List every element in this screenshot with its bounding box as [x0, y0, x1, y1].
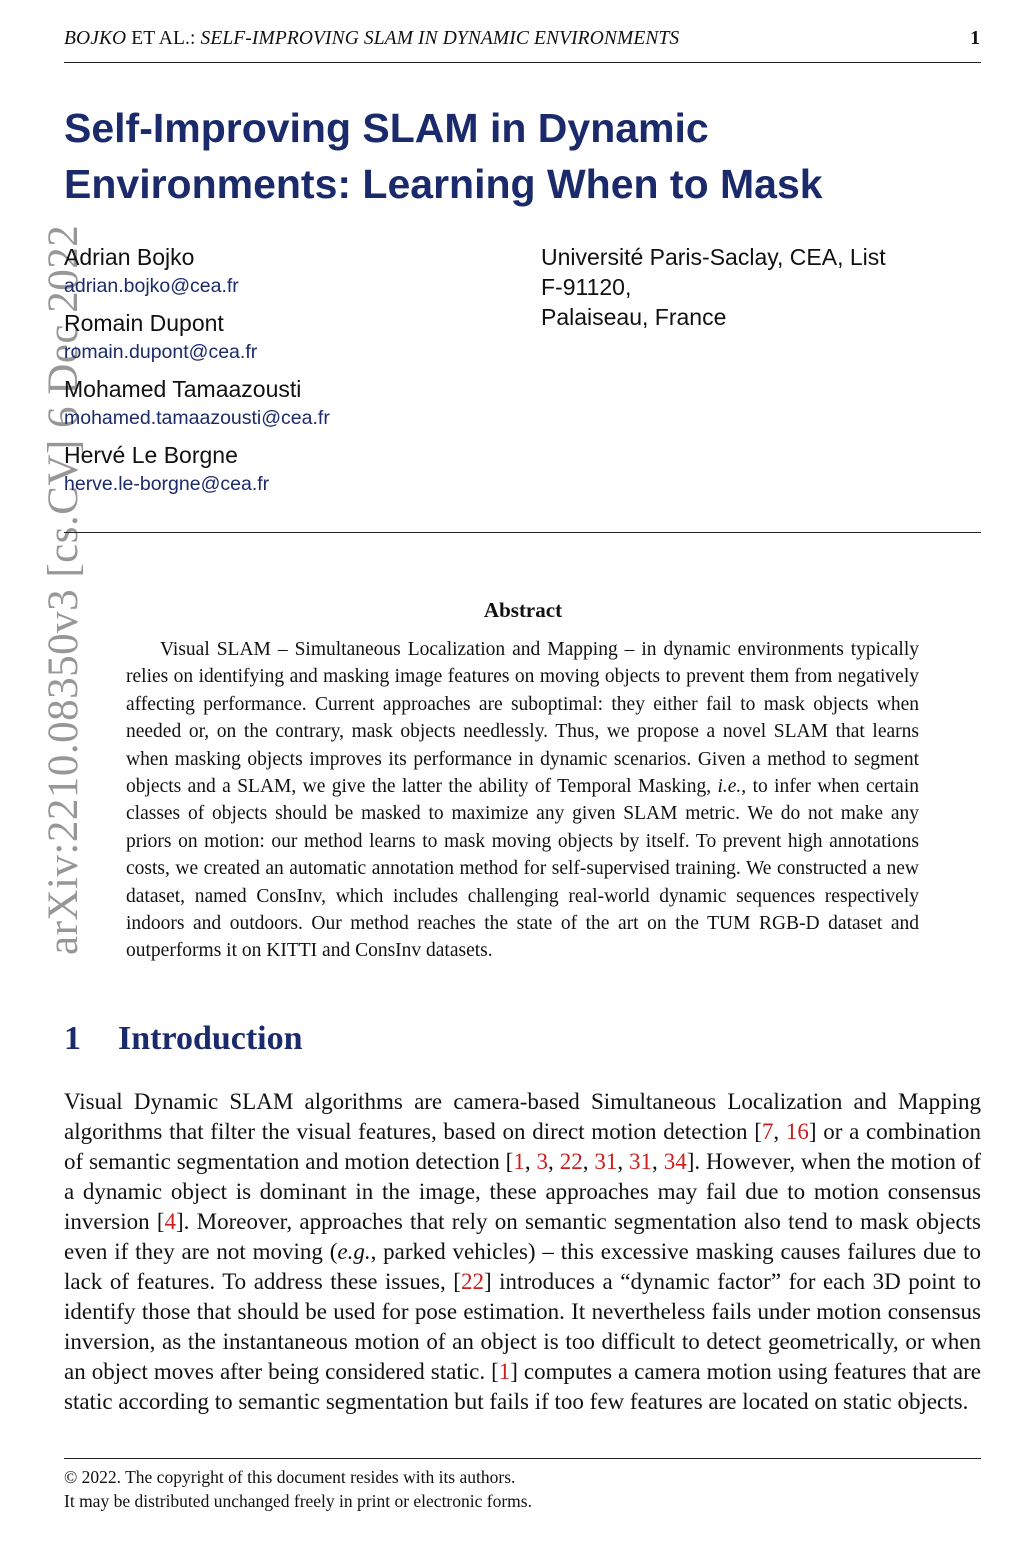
- author-email-link[interactable]: romain.dupont@cea.fr: [64, 341, 258, 363]
- intro-text: , parked vehicles) – this excessive masking causes failures due to lack of features. To address these issues, [: [64, 1239, 981, 1294]
- author-email-link[interactable]: herve.le-borgne@cea.fr: [64, 473, 270, 495]
- citation-link[interactable]: 4: [164, 1209, 176, 1234]
- intro-text: ] computes a camera motion using features that are static according to semantic segmentation but fails if too few features are located on static objects.: [64, 1359, 981, 1414]
- abstract-text: , to infer when certain classes of objects should be masked to maximize any given SLAM metric. We do not make any priors on motion: our method learns to mask moving objects by itself. To prevent high annotations costs, we created an automatic annotation method for self-supervised training. We constructed a new dataset, named ConsInv, which includes challenging real-world dynamic sequences respectively indoors and outdoors. Our method reaches the state of the art on the TUM RGB-D dataset and outperforms it on KITTI and ConsInv datasets.: [126, 776, 919, 962]
- abstract-text: Visual SLAM – Simultaneous Localization and Mapping – in dynamic environments typically relies on identifying and masking image features on moving objects to prevent them from negatively affecting performance. Current approaches are suboptimal: they either fail to mask objects when needed or, on the contrary, mask objects needlessly. Thus, we propose a novel SLAM that learns when masking objects improves its performance in dynamic scenarios. Given a method to segment objects and a SLAM, we give the latter the ability of Temporal Masking,: [126, 639, 919, 798]
- header-running-title: SELF-IMPROVING SLAM IN DYNAMIC ENVIRONMENTS: [200, 28, 680, 49]
- intro-paragraph: Visual Dynamic SLAM algorithms are camera-based Simultaneous Localization and Mapping algorithms that filter the visual features, based on direct motion detection [7, 16] or a combination of semantic segmentation and motion detection [1, 3, 22, 31, 31, 34]. However, when the motion of a dynamic object is dominant in the image, these approaches may fail due to motion consensus inversion [4]. Moreover, approaches that rely on semantic segmentation also tend to mask objects even if they are not moving (e.g., parked vehicles) – this excessive masking causes failures due to lack of features. To address these issues, [22] introduces a “dynamic factor” for each 3D point to identify those that should be used for pose estimation. It nevertheless fails under motion consensus inversion, as the instantaneous motion of an object is too difficult to detect geometrically, or when an object moves after being considered static. [1] computes a camera motion using features that are static according to semantic segmentation but fails if too few features are located on static objects.: [64, 1089, 982, 1414]
- intro-text: ,: [773, 1119, 786, 1144]
- affiliation-line: Palaiseau, France: [541, 304, 727, 330]
- affiliation-line: Université Paris-Saclay, CEA, List: [541, 244, 886, 270]
- section-title: Introduction: [118, 1020, 303, 1057]
- author-name: Hervé Le Borgne: [64, 442, 238, 468]
- author-name: Adrian Bojko: [64, 244, 195, 270]
- copyright-line: © 2022. The copyright of this document resides with its authors.: [64, 1467, 516, 1487]
- author-name: Romain Dupont: [64, 310, 224, 336]
- title-block-rule: [64, 532, 981, 533]
- citation-link[interactable]: 16: [785, 1119, 809, 1144]
- arxiv-stamp: arXiv:2210.08350v3 [cs.CV] 6 Dec 2022: [40, 224, 87, 955]
- citation-link[interactable]: 7: [761, 1119, 774, 1144]
- intro-text: ]. However, when the motion of a dynamic object is dominant in the image, these approaches may fail due to motion consensus inversion [: [64, 1149, 982, 1234]
- author-entry: [64, 242, 524, 300]
- section-number: 1: [64, 1020, 81, 1057]
- citation-link[interactable]: 1: [513, 1149, 525, 1174]
- intro-text: ]. Moreover, approaches that rely on semantic segmentation also tend to mask objects even if they are not moving (: [64, 1209, 982, 1264]
- author-name: Mohamed Tamaazousti: [64, 376, 302, 402]
- header-authors: BOJKO: [64, 28, 127, 49]
- intro-text: ] introduces a “dynamic factor” for each 3D point to identify those that should be used for pose estimation. It nevertheless fails under motion consensus inversion, as the instantaneous motion of an object is too difficult to detect geometrically, or when an object moves after being considered static. [: [64, 1269, 982, 1384]
- abstract-body: [126, 636, 919, 965]
- page-number: 1: [970, 28, 980, 49]
- header-etal: ET AL.:: [126, 28, 201, 49]
- author-entry: [64, 374, 524, 432]
- distribution-line: It may be distributed unchanged freely in print or electronic forms.: [64, 1491, 532, 1511]
- citation-link[interactable]: 31: [629, 1149, 653, 1174]
- citation-link[interactable]: 31: [594, 1149, 618, 1174]
- author-email-link[interactable]: adrian.bojko@cea.fr: [64, 275, 239, 297]
- affiliation-line: F-91120,: [541, 274, 632, 300]
- running-header: [64, 28, 679, 50]
- abstract-ie: i.e.: [717, 776, 742, 798]
- paper-title: Self-Improving SLAM in Dynamic Environments: Learning When to Mask: [64, 105, 823, 207]
- author-entry: [64, 308, 524, 366]
- copyright-footer: [64, 1465, 532, 1513]
- section-heading: [64, 1020, 303, 1058]
- author-email-link[interactable]: mohamed.tamaazousti@cea.fr: [64, 407, 330, 429]
- citation-link[interactable]: 34: [663, 1149, 687, 1174]
- abstract-heading: Abstract: [483, 598, 563, 622]
- header-rule: [64, 62, 981, 63]
- intro-text: Visual Dynamic SLAM algorithms are camera-based Simultaneous Localization and Mapping algorithms that filter the visual features, based on direct motion detection [: [64, 1089, 981, 1144]
- footer-rule: [64, 1458, 981, 1459]
- affiliation: [541, 242, 961, 332]
- citation-link[interactable]: 1: [498, 1359, 511, 1384]
- citation-link[interactable]: 22: [460, 1269, 484, 1294]
- citation-link[interactable]: 3: [536, 1149, 549, 1174]
- author-list: [64, 242, 524, 506]
- intro-text: ] or a combination of semantic segmentation and motion detection [: [64, 1119, 981, 1174]
- author-entry: [64, 440, 524, 498]
- intro-eg: e.g.: [337, 1239, 371, 1264]
- citation-link[interactable]: 22: [559, 1149, 583, 1174]
